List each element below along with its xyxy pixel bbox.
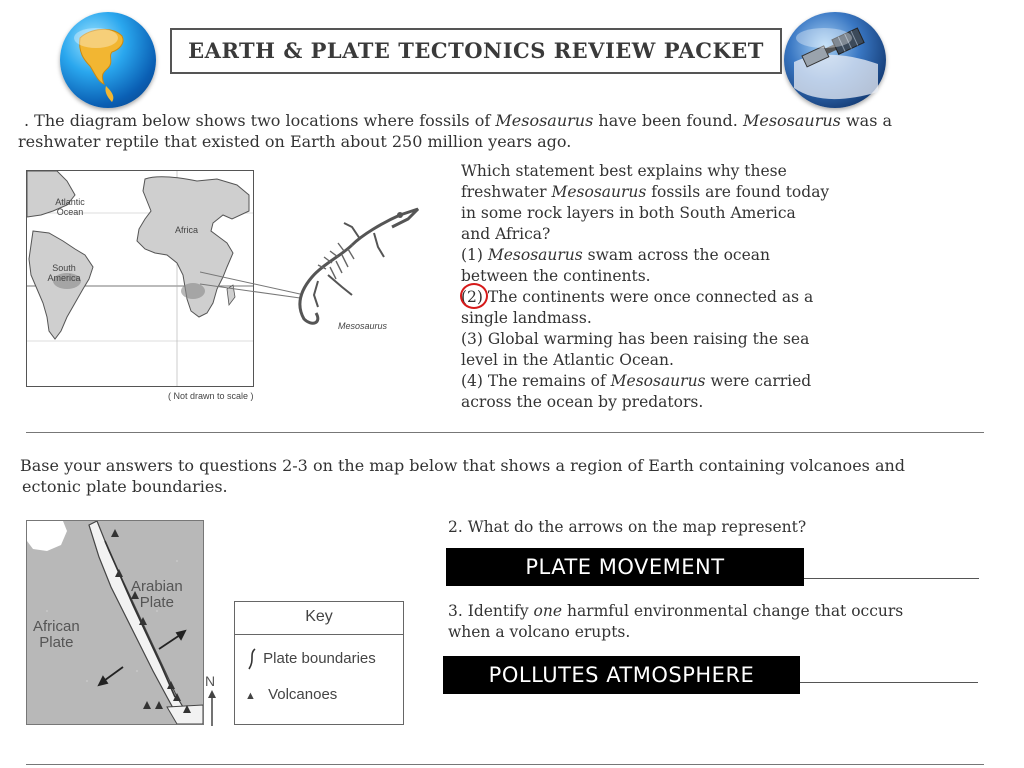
key-item-plate-boundaries	[245, 648, 376, 670]
satellite-earth-icon	[784, 12, 886, 108]
key-label: Volcanoes	[268, 686, 338, 703]
q3-text-a: 3. Identify	[448, 602, 534, 620]
q1-option-4-line2[interactable]: across the ocean by predators.	[461, 393, 704, 411]
key-title: Key	[305, 608, 333, 625]
selected-answer-circle	[460, 283, 488, 309]
q2-answer-field[interactable]: PLATE MOVEMENT	[446, 548, 804, 586]
north-label: N	[205, 673, 216, 689]
q1-prompt-line: and Africa?	[461, 225, 551, 243]
mesosaurus-label: Mesosaurus	[338, 321, 388, 331]
q1-intro-line1	[24, 110, 892, 131]
q1-option-3-line1[interactable]: (3) Global warming has been raising the sea	[461, 330, 810, 348]
q1-option-2-line2[interactable]: single landmass.	[461, 309, 592, 327]
q1-question	[461, 161, 881, 413]
key-item-volcanoes	[245, 686, 337, 703]
q1-option-3-line2[interactable]: level in the Atlantic Ocean.	[461, 351, 674, 369]
key-label: Plate boundaries	[263, 649, 376, 667]
plate-boundary-icon	[245, 648, 259, 670]
q1-option-1-line1[interactable]: (1) Mesosaurus swam across the ocean	[461, 246, 770, 264]
mesosaurus-skeleton-illustration	[282, 205, 422, 335]
q1-option-1-line2[interactable]: between the continents.	[461, 267, 651, 285]
african-plate-label: African Plate	[33, 618, 80, 651]
africa-label: Africa	[175, 225, 199, 235]
q1-intro-species: Mesosaurus	[495, 111, 594, 130]
south-america-label: South America	[47, 263, 81, 283]
bottom-divider	[26, 764, 984, 765]
key-divider	[235, 634, 403, 635]
packet-title-box	[170, 28, 782, 74]
volcano-triangle-icon: ▲	[245, 690, 256, 702]
map-key	[234, 601, 404, 725]
arabian-plate-label: Arabian Plate	[131, 578, 183, 611]
q3-text-em: one	[533, 602, 563, 620]
section2-intro-line1: Base your answers to questions 2-3 on the map below that shows a region of Earth containing volcanoes and	[20, 456, 906, 475]
q1-intro-text-c: was a	[840, 111, 893, 130]
north-arrow-icon	[206, 690, 218, 728]
atlantic-ocean-label: Atlantic Ocean	[55, 197, 85, 217]
q1-intro-text-a: . The diagram below shows two locations where fossils of	[24, 111, 496, 130]
page-title: EARTH & PLATE TECTONICS REVIEW PACKET	[188, 38, 764, 63]
q1-intro-species-2: Mesosaurus	[742, 111, 841, 130]
q1-option-4-line1[interactable]: (4) The remains of Mesosaurus were carried	[461, 372, 812, 390]
globe-americas-icon	[60, 12, 156, 108]
q3-answer-line	[800, 682, 978, 683]
q3-answer-field[interactable]: POLLUTES ATMOSPHERE	[443, 656, 800, 694]
q2-question: 2. What do the arrows on the map represent?	[448, 518, 807, 536]
q3-text-b: harmful environmental change that occurs	[562, 602, 904, 620]
q3-question-line1	[448, 601, 903, 622]
q1-prompt-line: freshwater Mesosaurus fossils are found today	[461, 183, 830, 201]
q3-question-line2: when a volcano erupts.	[448, 623, 631, 641]
scale-note: ( Not drawn to scale )	[168, 391, 254, 401]
q1-option-2-line1[interactable]: (2) The continents were once connected as a	[461, 288, 814, 306]
q1-prompt-line: Which statement best explains why these	[461, 162, 787, 180]
section-divider	[26, 432, 984, 433]
q1-intro-line2: reshwater reptile that existed on Earth about 250 million years ago.	[18, 132, 572, 151]
section2-intro-line2: ectonic plate boundaries.	[22, 477, 228, 496]
q2-answer-line	[804, 578, 979, 579]
q1-intro-text-b: have been found.	[593, 111, 743, 130]
q1-prompt-line: in some rock layers in both South America	[461, 204, 796, 222]
red-sea-plate-map	[26, 520, 204, 725]
